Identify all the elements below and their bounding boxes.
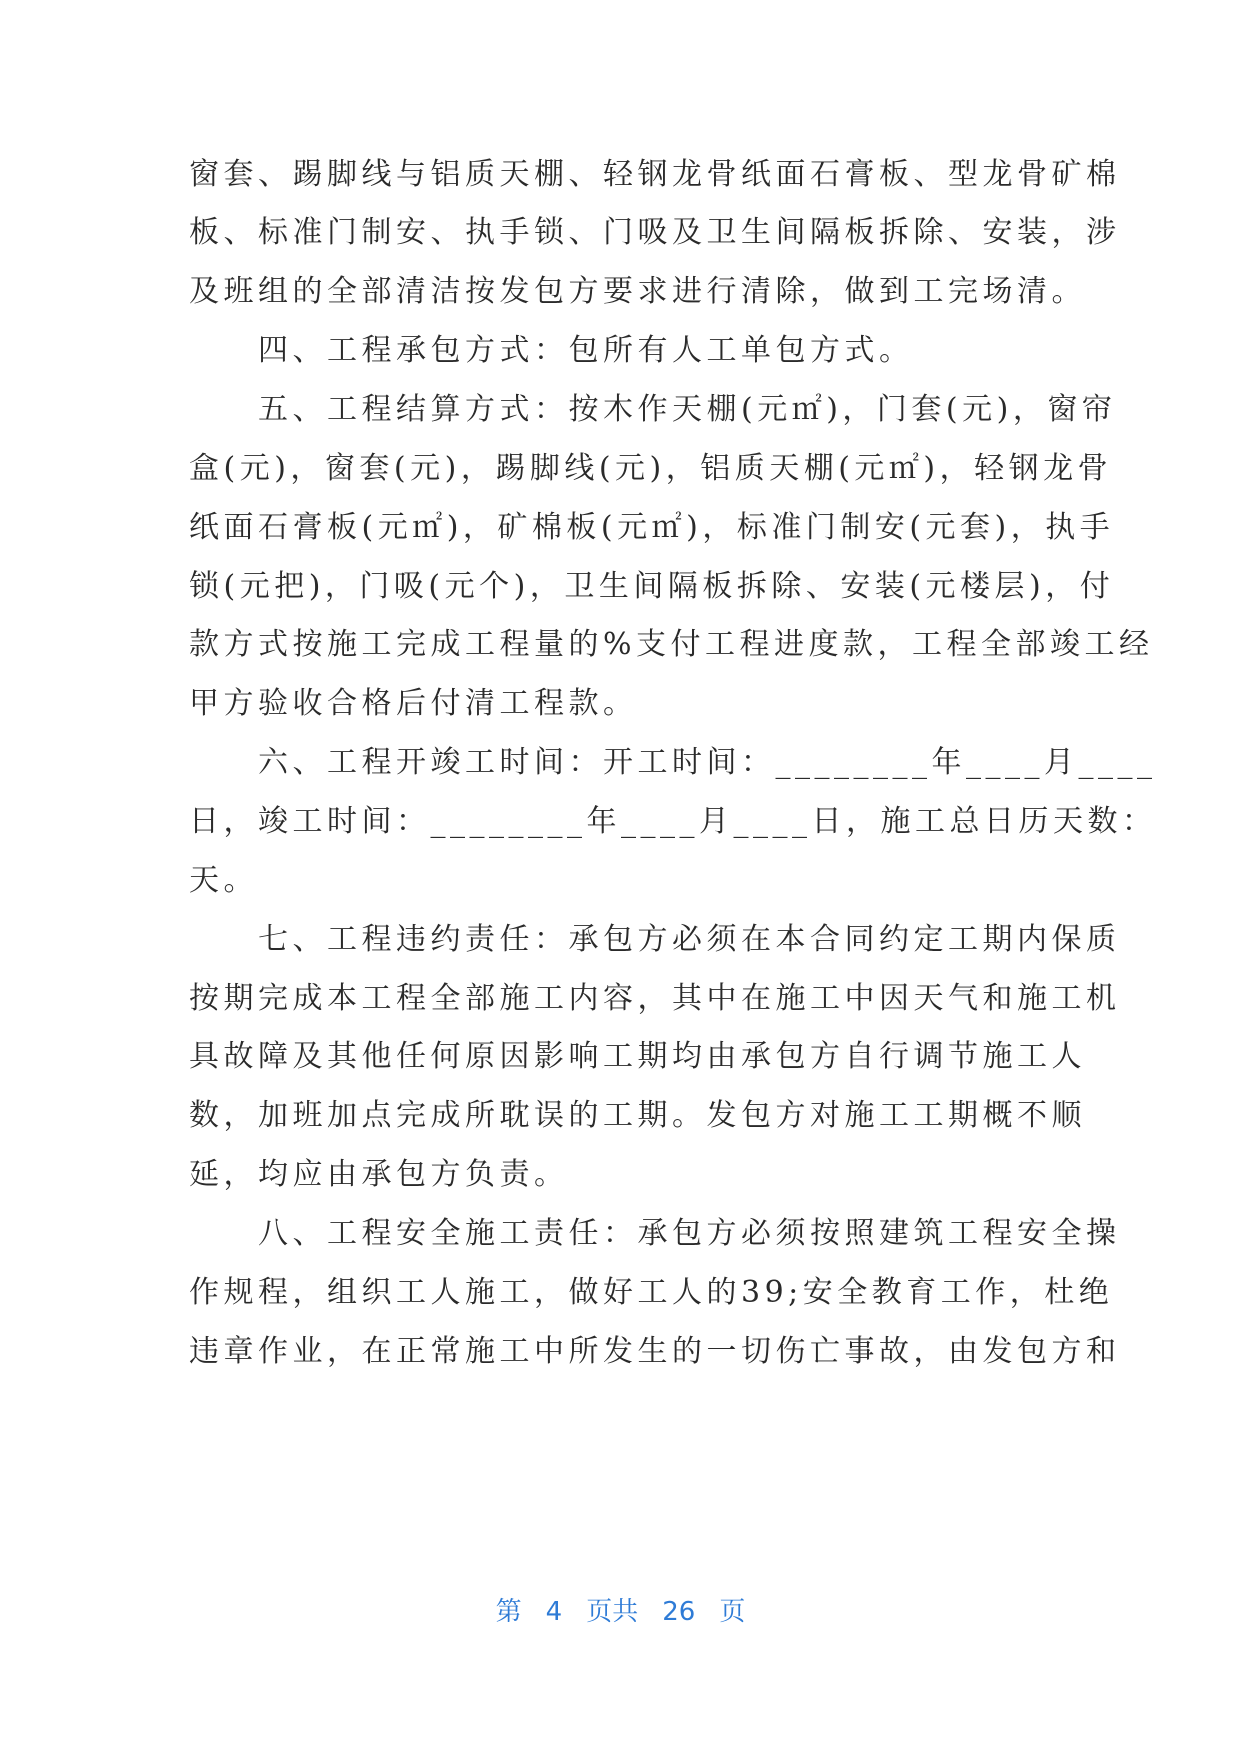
- text-line: 锁(元把)，门吸(元个)，卫生间隔板拆除、安装(元楼层)，付: [189, 569, 1115, 604]
- text-line: 天。: [189, 863, 258, 898]
- footer-prefix: 第: [495, 1597, 522, 1627]
- text-line: 板、标准门制安、执手锁、门吸及卫生间隔板拆除、安装，涉: [189, 215, 1121, 250]
- text-line: 八、工程安全施工责任：承包方必须按照建筑工程安全操: [189, 1216, 1121, 1251]
- text-line: 窗套、踢脚线与铝质天棚、轻钢龙骨纸面石膏板、型龙骨矿棉: [189, 157, 1121, 192]
- text-line: 数，加班加点完成所耽误的工期。发包方对施工工期概不顺: [189, 1098, 1086, 1133]
- text-line: 按期完成本工程全部施工内容，其中在施工中因天气和施工机: [189, 981, 1121, 1016]
- text-line: 延，均应由承包方负责。: [189, 1157, 569, 1192]
- text-line: 作规程，组织工人施工，做好工人的39;安全教育工作，杜绝: [189, 1275, 1114, 1310]
- text-line: 纸面石膏板(元㎡)，矿棉板(元㎡)，标准门制安(元套)，执手: [189, 510, 1115, 545]
- footer-suffix: 页: [719, 1597, 746, 1627]
- text-line: 日，竣工时间：________年____月____日，施工总日历天数：: [189, 804, 1157, 839]
- current-page-number: 4: [545, 1597, 563, 1627]
- text-line: 盒(元)，窗套(元)，踢脚线(元)，铝质天棚(元㎡)，轻钢龙骨: [189, 451, 1113, 486]
- text-line: 具故障及其他任何原因影响工期均由承包方自行调节施工人: [189, 1039, 1086, 1074]
- text-line: 五、工程结算方式：按木作天棚(元㎡)，门套(元)，窗帘: [189, 392, 1117, 427]
- text-line: 七、工程违约责任：承包方必须在本合同约定工期内保质: [189, 922, 1121, 957]
- text-line: 款方式按施工完成工程量的%支付工程进度款，工程全部竣工经: [189, 627, 1154, 662]
- footer-middle: 页共: [586, 1597, 639, 1627]
- text-line: 及班组的全部清洁按发包方要求进行清除，做到工完场清。: [189, 274, 1086, 309]
- text-line: 六、工程开竣工时间：开工时间：________年____月____: [189, 745, 1157, 780]
- page-footer: [0, 1594, 1241, 1630]
- text-line: 违章作业，在正常施工中所发生的一切伤亡事故，由发包方和: [189, 1334, 1121, 1369]
- text-line: 甲方验收合格后付清工程款。: [189, 686, 638, 721]
- text-line: 四、工程承包方式：包所有人工单包方式。: [189, 333, 914, 368]
- total-page-count: 26: [662, 1597, 696, 1627]
